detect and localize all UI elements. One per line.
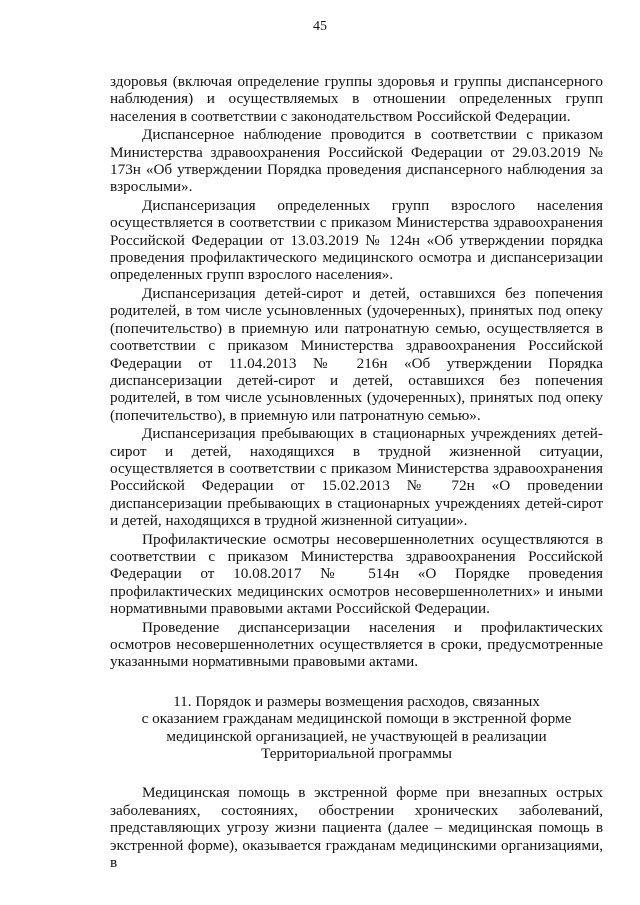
section-heading (110, 693, 603, 763)
paragraph-dispensarization-terms: Проведение диспансеризации населения и профилактических осмотров несовершеннолетних осуществляется в сроки, предусмотренные указанными нормативными правовыми актами. (110, 618, 603, 671)
paragraph-institution-orphans-dispensarization: Диспансеризация пребывающих в стационарных учреждениях детей-сирот и детей, находящихся в трудной жизненной ситуации, осуществляется в соответствии с приказом Министерства здравоохранения Российской Федерации от 15.02.2013 № 72н «О проведении диспансеризации пребывающих в стационарных учреждениях детей-сирот и детей, находящихся в трудной жизненной ситуации». (110, 425, 603, 530)
paragraph-minors-preventive-exams: Профилактические осмотры несовершеннолетних осуществляются в соответствии с приказом Министерства здравоохранения Российской Федерации от 10.08.2017 № 514н «О Порядке проведения профилактических медицинских осмотров несовершеннолетних» и иными нормативными правовыми актами Российской Федерации. (110, 530, 603, 618)
page-number: 45 (313, 19, 327, 34)
section-heading-line: медицинской организацией, не участвующей в реализации (166, 727, 547, 745)
section-heading-line: Территориальной программы (261, 745, 452, 763)
paragraph-emergency-care: Медицинская помощь в экстренной форме при внезапных острых заболеваниях, состояниях, обострении хронических заболеваний, представляющих угрозу жизни пациента (далее – медицинская помощь в экстренной форме), оказывается гражданам медицинскими организациями, в (110, 784, 603, 872)
paragraph-orphans-dispensarization: Диспансеризация детей-сирот и детей, оставшихся без попечения родителей, в том числе усыновленных (удочеренных), принятых под опеку (попечительство) в приемную или патронатную семью, осуществляется в соответствии с приказом Министерства здравоохранения Российской Федерации от 11.04.2013 № 216н «Об утверждении Порядка диспансеризации детей-сирот и детей, оставшихся без попечения родителей, в том числе усыновленных (удочеренных), принятых под опеку (попечительство), в приемную или патронатную семью». (110, 284, 603, 424)
section-heading-line: с оказанием гражданам медицинской помощи в экстренной форме (141, 710, 572, 728)
section-heading-line: 11. Порядок и размеры возмещения расходов, связанных (173, 692, 540, 710)
paragraph-health-groups: здоровья (включая определение группы здоровья и группы диспансерного наблюдения) и осуществляемых в отношении определенных групп населения в соответствии с законодательством Российской Федерации. (110, 73, 603, 125)
document-body (110, 73, 603, 871)
paragraph-dispensary-observation: Диспансерное наблюдение проводится в соответствии с приказом Министерства здравоохранения Российской Федерации от 29.03.2019 № 173н «Об утверждении Порядка проведения диспансерного наблюдения за взрослыми». (110, 126, 603, 196)
paragraph-adult-dispensarization: Диспансеризация определенных групп взрослого населения осуществляется в соответствии с приказом Министерства здравоохранения Российской Федерации от 13.03.2019 № 124н «Об утверждении порядка проведения профилактического медицинского осмотра и диспансеризации определенных групп взрослого населения». (110, 196, 603, 284)
